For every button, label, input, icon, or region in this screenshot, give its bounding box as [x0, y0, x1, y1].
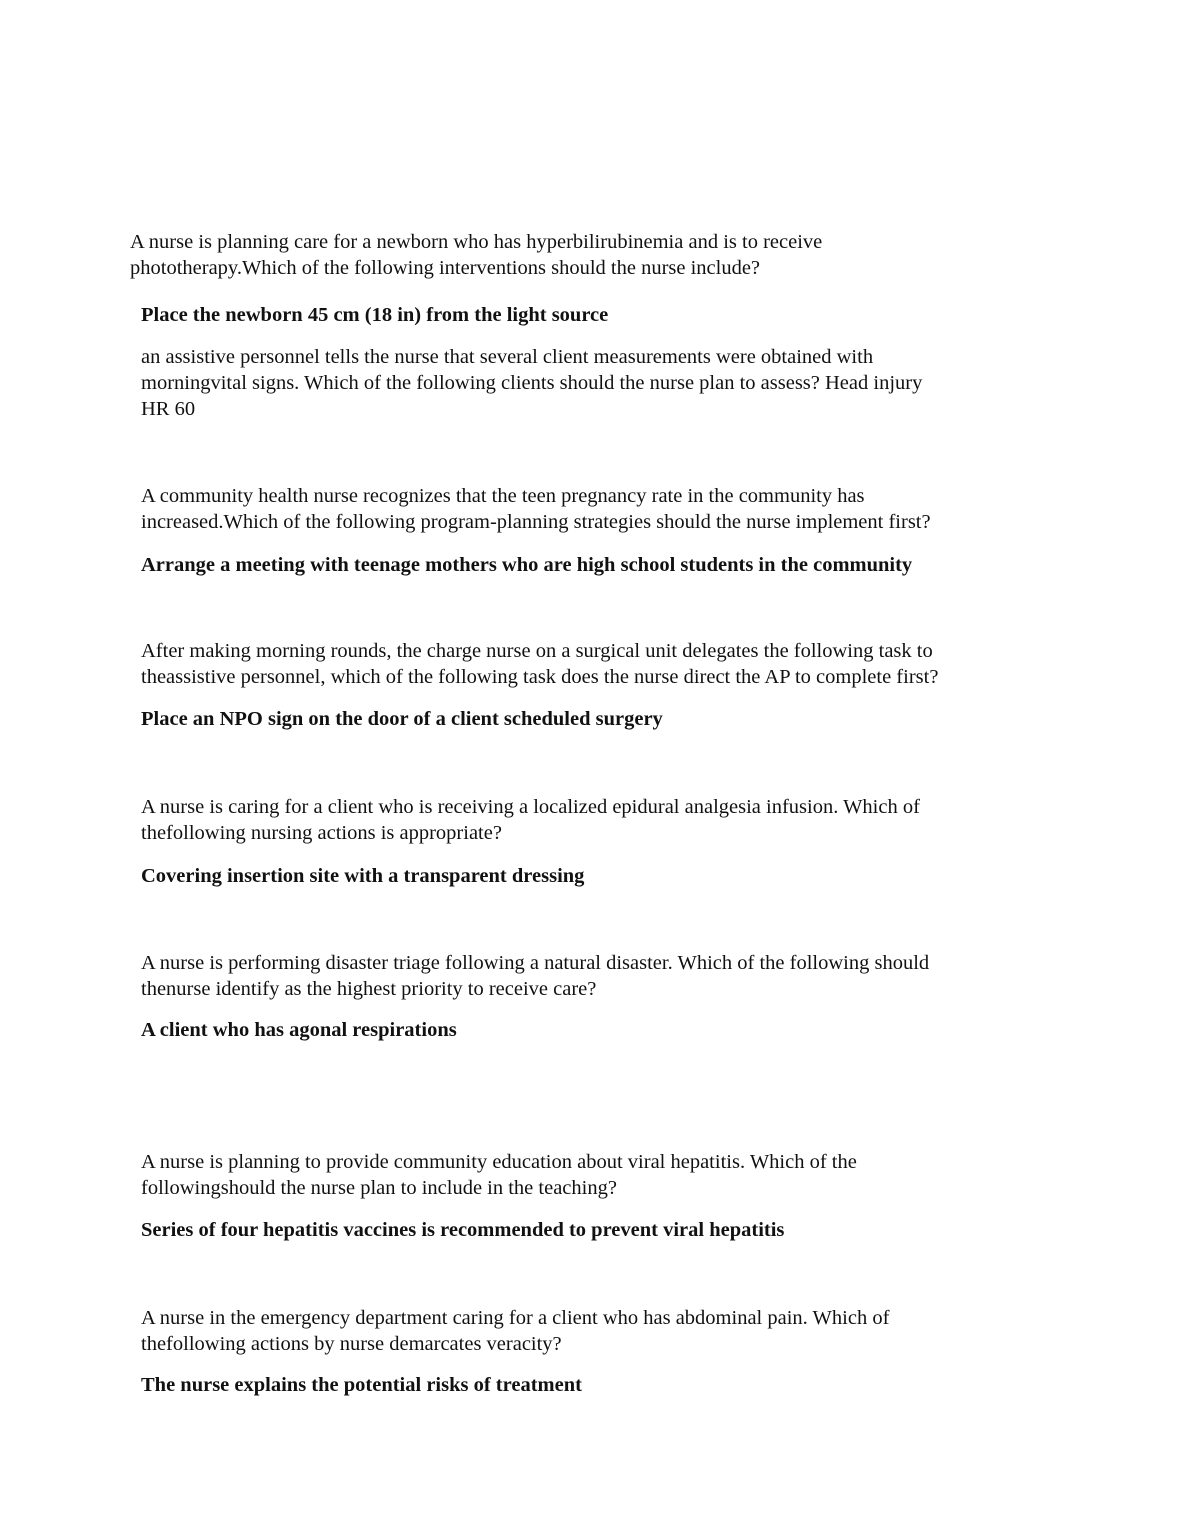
question-line: A nurse is performing disaster triage following a natural disaster. Which of the following should [141, 952, 930, 974]
question-line: an assistive personnel tells the nurse that several client measurements were obtained with [141, 346, 874, 368]
question-line: A nurse is planning care for a newborn who has hyperbilirubinemia and is to receive [130, 231, 823, 253]
question-line: A nurse is planning to provide community education about viral hepatitis. Which of the [141, 1151, 857, 1173]
answer-3: Arrange a meeting with teenage mothers who are high school students in the community [141, 554, 913, 576]
question-line: After making morning rounds, the charge nurse on a surgical unit delegates the following task to [141, 640, 933, 662]
answer-7: Series of four hepatitis vaccines is recommended to prevent viral hepatitis [141, 1219, 785, 1241]
question-line: thefollowing actions by nurse demarcates veracity? [141, 1333, 562, 1355]
question-4 [141, 638, 938, 690]
question-line: thefollowing nursing actions is appropriate? [141, 822, 502, 844]
question-line: HR 60 [141, 398, 196, 420]
question-line: increased.Which of the following program-planning strategies should the nurse implement first? [141, 511, 931, 533]
answer-6: A client who has agonal respirations [141, 1019, 457, 1041]
question-6 [141, 950, 929, 1002]
question-line: A nurse is caring for a client who is receiving a localized epidural analgesia infusion. Which of [141, 796, 920, 818]
question-7 [141, 1149, 857, 1201]
question-line: A nurse in the emergency department caring for a client who has abdominal pain. Which of [141, 1307, 890, 1329]
question-8 [141, 1305, 889, 1357]
question-2 [141, 344, 922, 422]
question-line: thenurse identify as the highest priority to receive care? [141, 978, 597, 1000]
answer-8: The nurse explains the potential risks of treatment [141, 1374, 582, 1396]
question-line: followingshould the nurse plan to include in the teaching? [141, 1177, 617, 1199]
answer-1: Place the newborn 45 cm (18 in) from the light source [141, 304, 609, 326]
question-line: phototherapy.Which of the following interventions should the nurse include? [130, 257, 761, 279]
answer-5: Covering insertion site with a transparent dressing [141, 865, 585, 887]
question-line: A community health nurse recognizes that the teen pregnancy rate in the community has [141, 485, 865, 507]
question-line: theassistive personnel, which of the following task does the nurse direct the AP to complete first? [141, 666, 939, 688]
question-1 [130, 229, 822, 281]
question-3 [141, 483, 931, 535]
question-5 [141, 794, 920, 846]
question-line: morningvital signs. Which of the following clients should the nurse plan to assess? Head injury [141, 372, 923, 394]
answer-4: Place an NPO sign on the door of a client scheduled surgery [141, 708, 663, 730]
